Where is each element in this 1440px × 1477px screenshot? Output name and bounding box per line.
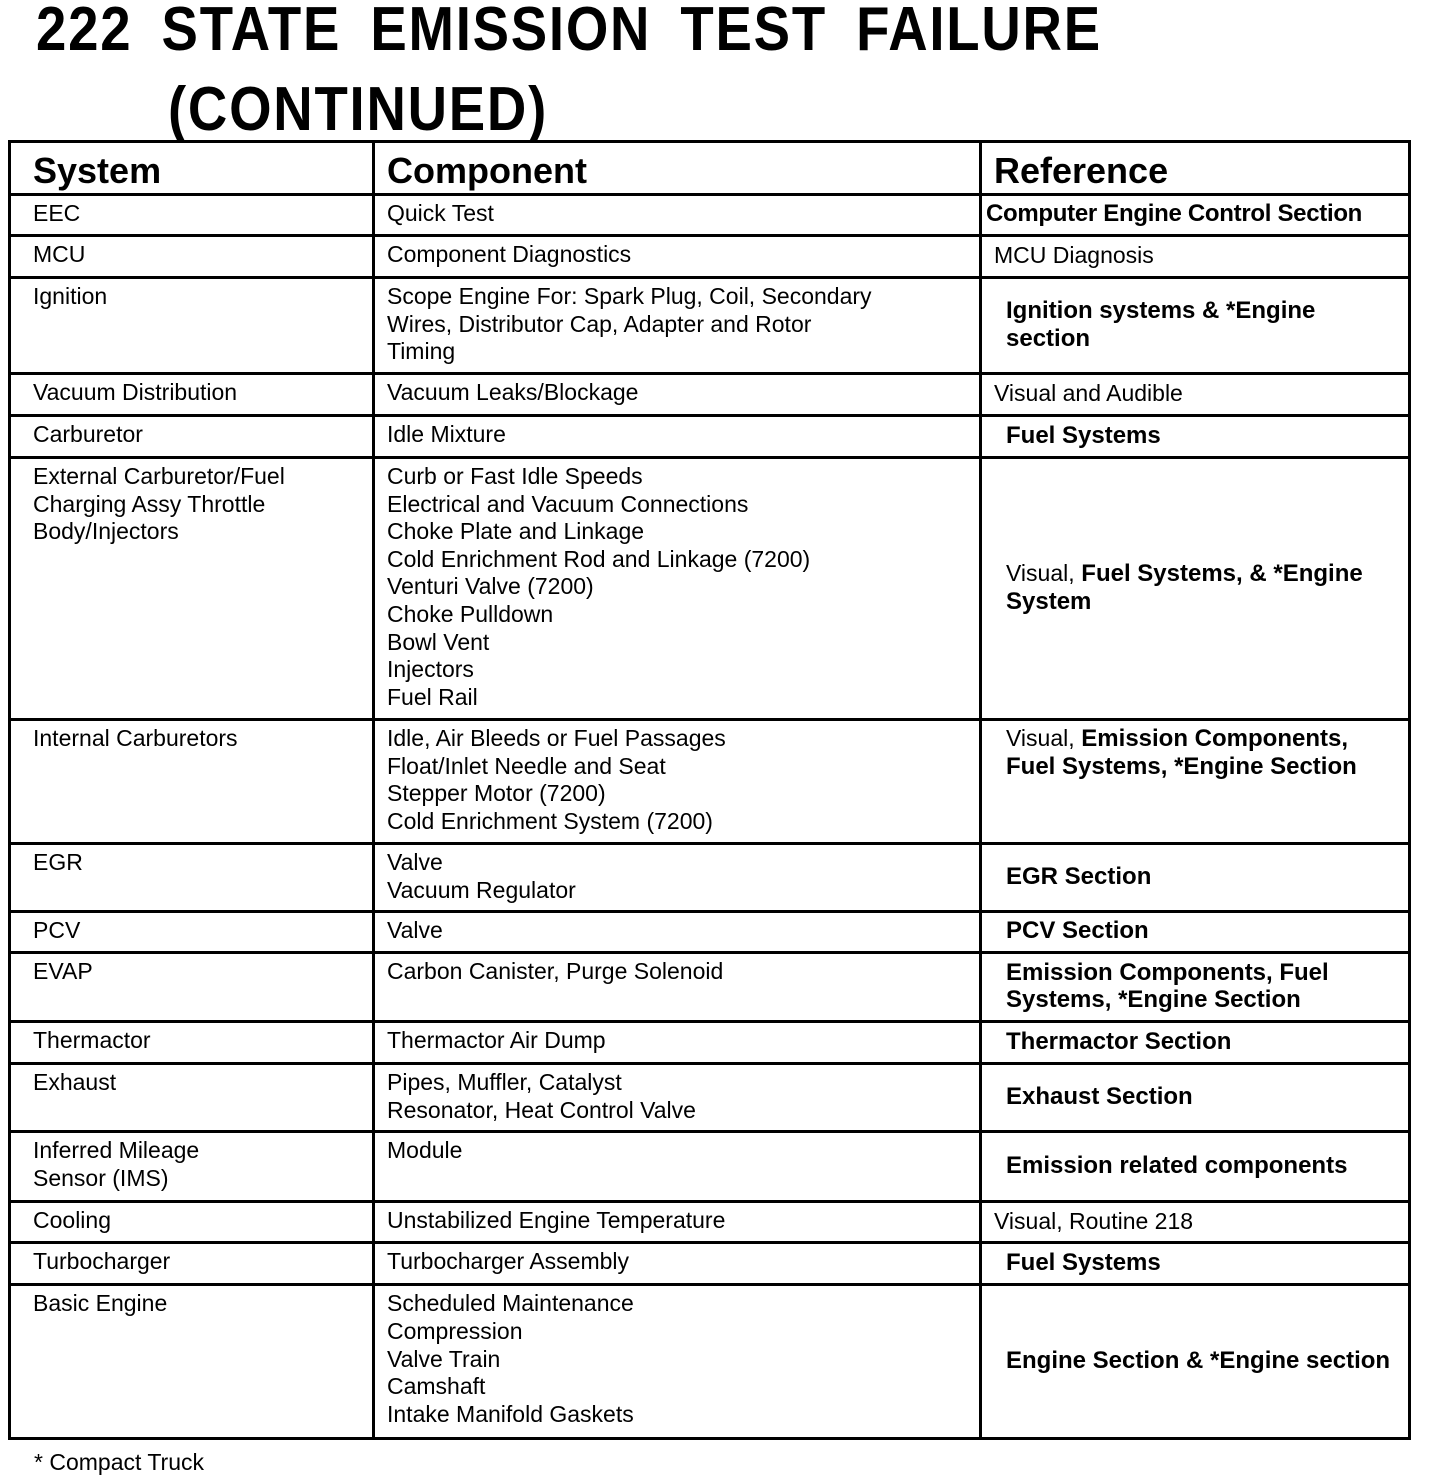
component-line: Turbocharger Assembly — [387, 1248, 630, 1275]
cell-reference — [981, 1243, 1410, 1285]
cell-system — [10, 278, 374, 374]
cell-system — [10, 416, 374, 458]
component-line: Bowl Vent — [387, 628, 490, 655]
component-line: Thermactor Air Dump — [387, 1027, 606, 1054]
footnote: * Compact Truck — [34, 1449, 204, 1475]
reference-bold-text: EGR Section — [1006, 862, 1152, 890]
component-line: Timing — [387, 338, 456, 365]
cell-component — [374, 1022, 981, 1064]
table-row — [10, 1132, 1410, 1202]
cell-system — [10, 720, 374, 844]
system-line: Body/Injectors — [33, 518, 179, 545]
header-component: Component — [374, 142, 981, 195]
system-line: Sensor (IMS) — [33, 1164, 169, 1191]
cell-component — [374, 1132, 981, 1202]
cell-component — [374, 458, 981, 720]
system-line: EGR — [33, 849, 83, 875]
reference-bold-text: Engine Section & *Engine section — [1006, 1347, 1391, 1375]
component-line: Pipes, Muffler, Catalyst — [387, 1069, 622, 1096]
cell-component — [374, 912, 981, 953]
cell-system — [10, 458, 374, 720]
cell-reference — [981, 1132, 1410, 1202]
cell-reference — [981, 1285, 1410, 1439]
component-line: Intake Manifold Gaskets — [387, 1400, 634, 1427]
system-line: Cooling — [33, 1207, 111, 1234]
system-line: External Carburetor/Fuel — [33, 463, 285, 489]
cell-reference — [981, 374, 1410, 416]
cell-reference — [981, 912, 1410, 953]
table-row — [10, 416, 1410, 458]
system-line: Charging Assy Throttle — [33, 490, 266, 517]
cell-component — [374, 278, 981, 374]
cell-component — [374, 1243, 981, 1285]
cell-component — [374, 720, 981, 844]
component-line: Idle Mixture — [387, 421, 506, 447]
cell-component — [374, 953, 981, 1022]
component-line: Venturi Valve (7200) — [387, 573, 594, 600]
system-line: PCV — [33, 917, 81, 944]
component-line: Injectors — [387, 656, 474, 683]
cell-component — [374, 236, 981, 278]
cell-component — [374, 195, 981, 236]
reference-bold-text: PCV Section — [1006, 917, 1149, 945]
system-line: EEC — [33, 200, 81, 226]
reference-bold-text: Fuel Systems, & *Engine System — [1006, 559, 1363, 615]
reference-bold-text: Emission Components, Fuel Systems, *Engine Section — [1006, 725, 1357, 780]
reference-plain-text: Visual, — [1006, 559, 1075, 586]
table-row — [10, 236, 1410, 278]
component-line: Camshaft — [387, 1373, 486, 1400]
cell-component — [374, 1202, 981, 1243]
cell-system — [10, 1132, 374, 1202]
component-line: Float/Inlet Needle and Seat — [387, 752, 666, 779]
system-line: Vacuum Distribution — [33, 379, 238, 405]
system-line: EVAP — [33, 958, 93, 985]
component-line: Valve — [387, 849, 443, 875]
cell-reference — [981, 953, 1410, 1022]
cell-system — [10, 1202, 374, 1243]
system-line: Internal Carburetors — [33, 725, 238, 751]
system-line: Exhaust — [33, 1069, 117, 1096]
component-line: Fuel Rail — [387, 683, 478, 710]
cell-system — [10, 374, 374, 416]
system-line: Carburetor — [33, 421, 143, 447]
reference-plain-text: Visual, Routine 218 — [994, 1207, 1194, 1234]
system-line: Thermactor — [33, 1027, 151, 1054]
page-title-line-2: (CONTINUED) — [168, 75, 549, 144]
reference-bold-text: Emission Components, Fuel Systems, *Engine Section — [1006, 958, 1329, 1014]
table-row — [10, 912, 1410, 953]
component-line: Component Diagnostics — [387, 241, 632, 267]
reference-plain-text: MCU Diagnosis — [994, 241, 1154, 268]
cell-component — [374, 1064, 981, 1132]
component-line: Quick Test — [387, 200, 494, 226]
component-line: Vacuum Regulator — [387, 876, 576, 903]
table-row — [10, 374, 1410, 416]
table-row — [10, 1243, 1410, 1285]
emission-failure-table — [8, 140, 1411, 1440]
component-line: Module — [387, 1137, 463, 1164]
component-line: Unstabilized Engine Temperature — [387, 1207, 726, 1234]
cell-reference — [981, 278, 1410, 374]
table-row — [10, 1064, 1410, 1132]
system-line: Ignition — [33, 283, 108, 309]
cell-reference — [981, 1064, 1410, 1132]
component-line: Compression — [387, 1317, 523, 1344]
system-line: Turbocharger — [33, 1248, 171, 1275]
header-reference: Reference — [981, 142, 1410, 195]
component-line: Idle, Air Bleeds or Fuel Passages — [387, 725, 726, 751]
reference-bold-text: Emission related components — [1006, 1152, 1348, 1180]
reference-plain-text: Visual, — [1006, 725, 1075, 751]
cell-reference — [981, 720, 1410, 844]
component-line: Scheduled Maintenance — [387, 1290, 634, 1317]
cell-system — [10, 953, 374, 1022]
table-row — [10, 195, 1410, 236]
cell-system — [10, 1243, 374, 1285]
system-line: Inferred Mileage — [33, 1137, 200, 1164]
reference-bold-text: Fuel Systems — [1006, 421, 1161, 449]
reference-bold-text: Thermactor Section — [1006, 1027, 1232, 1055]
table-row — [10, 458, 1410, 720]
page-title-line-1: 222 STATE EMISSION TEST FAILURE — [36, 0, 1102, 64]
table-row — [10, 1285, 1410, 1439]
cell-reference — [981, 1022, 1410, 1064]
cell-system — [10, 236, 374, 278]
table-header-row — [10, 142, 1410, 195]
cell-system — [10, 195, 374, 236]
cell-reference — [981, 1202, 1410, 1243]
reference-bold-text: Computer Engine Control Section — [986, 200, 1363, 228]
cell-system — [10, 1022, 374, 1064]
cell-system — [10, 1285, 374, 1439]
component-line: Electrical and Vacuum Connections — [387, 490, 749, 517]
component-line: Cold Enrichment Rod and Linkage (7200) — [387, 545, 811, 572]
component-line: Choke Plate and Linkage — [387, 518, 645, 545]
table-row — [10, 1022, 1410, 1064]
cell-component — [374, 1285, 981, 1439]
component-line: Choke Pulldown — [387, 600, 554, 627]
table-row — [10, 1202, 1410, 1243]
reference-bold-text: Ignition systems & *Engine section — [1006, 296, 1316, 352]
component-line: Curb or Fast Idle Speeds — [387, 463, 643, 489]
table-row — [10, 278, 1410, 374]
component-line: Valve Train — [387, 1345, 501, 1372]
reference-plain-text: Visual and Audible — [994, 379, 1183, 406]
component-line: Scope Engine For: Spark Plug, Coil, Secondary — [387, 283, 872, 309]
cell-system — [10, 912, 374, 953]
cell-reference — [981, 844, 1410, 912]
component-line: Vacuum Leaks/Blockage — [387, 379, 639, 405]
cell-reference — [981, 416, 1410, 458]
reference-bold-text: Fuel Systems — [1006, 1249, 1161, 1277]
cell-reference — [981, 458, 1410, 720]
component-line: Resonator, Heat Control Valve — [387, 1096, 696, 1123]
table-row — [10, 720, 1410, 844]
system-line: MCU — [33, 241, 86, 267]
cell-system — [10, 844, 374, 912]
component-line: Stepper Motor (7200) — [387, 780, 606, 807]
component-line: Wires, Distributor Cap, Adapter and Rotor — [387, 310, 812, 337]
component-line: Valve — [387, 917, 443, 944]
reference-bold-text: Exhaust Section — [1006, 1082, 1193, 1110]
header-system: System — [10, 142, 374, 195]
cell-reference — [981, 195, 1410, 236]
cell-component — [374, 844, 981, 912]
cell-reference — [981, 236, 1410, 278]
component-line: Cold Enrichment System (7200) — [387, 807, 713, 834]
cell-system — [10, 1064, 374, 1132]
table-row — [10, 844, 1410, 912]
cell-component — [374, 374, 981, 416]
system-line: Basic Engine — [33, 1290, 168, 1317]
table-row — [10, 953, 1410, 1022]
cell-component — [374, 416, 981, 458]
component-line: Carbon Canister, Purge Solenoid — [387, 958, 724, 985]
